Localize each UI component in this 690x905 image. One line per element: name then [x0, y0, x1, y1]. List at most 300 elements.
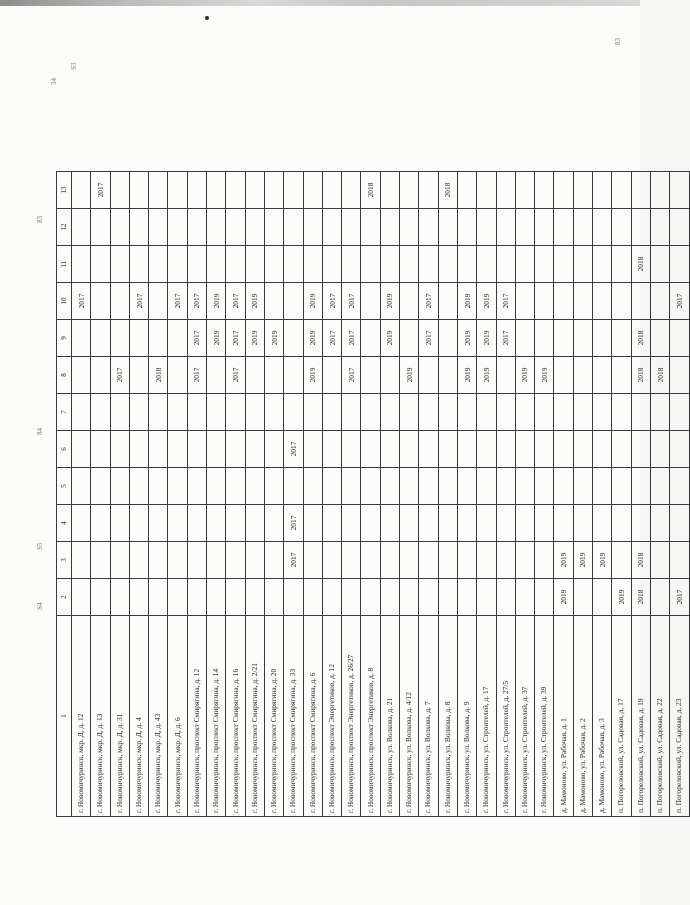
year-cell	[554, 468, 573, 505]
year-cell	[342, 468, 361, 505]
year-cell	[535, 172, 554, 209]
year-cell	[72, 172, 91, 209]
year-cell	[207, 357, 226, 394]
year-cell	[380, 579, 399, 616]
year-cell	[110, 172, 129, 209]
address-cell: п. Погореловский, ул. Садовая, д. 22	[650, 616, 669, 817]
table-row	[342, 172, 361, 817]
year-cell	[91, 394, 110, 431]
year-cell	[573, 579, 592, 616]
year-cell	[573, 209, 592, 246]
address-cell: г. Новомичуринск, проспект Энергетиков, д. 12	[322, 616, 341, 817]
year-cell	[72, 579, 91, 616]
year-cell	[149, 542, 168, 579]
year-cell: 2019	[457, 320, 476, 357]
year-cell	[264, 579, 283, 616]
year-cell	[535, 283, 554, 320]
year-cell	[284, 246, 303, 283]
year-cell	[535, 246, 554, 283]
year-cell: 2017	[226, 320, 245, 357]
year-cell	[573, 394, 592, 431]
address-cell: г. Новомичуринск, проспект Смирягина, д. 14	[207, 616, 226, 817]
year-cell	[149, 320, 168, 357]
year-cell	[670, 431, 689, 468]
year-cell: 2017	[284, 431, 303, 468]
year-cell	[612, 172, 631, 209]
year-cell	[650, 394, 669, 431]
year-cell: 2019	[207, 320, 226, 357]
year-cell	[593, 468, 612, 505]
column-header: 11	[57, 246, 72, 283]
year-cell	[457, 468, 476, 505]
year-cell	[650, 468, 669, 505]
column-header: 7	[57, 394, 72, 431]
year-cell	[303, 394, 322, 431]
year-cell	[303, 246, 322, 283]
year-cell	[342, 542, 361, 579]
year-cell	[72, 431, 91, 468]
year-cell	[573, 357, 592, 394]
year-cell	[110, 505, 129, 542]
year-cell	[380, 431, 399, 468]
year-cell	[187, 172, 206, 209]
year-cell	[72, 357, 91, 394]
year-cell	[631, 283, 650, 320]
year-cell	[149, 394, 168, 431]
year-cell	[612, 542, 631, 579]
year-cell: 2019	[303, 283, 322, 320]
year-cell	[91, 320, 110, 357]
year-cell	[554, 431, 573, 468]
year-cell	[515, 542, 534, 579]
year-cell	[245, 357, 264, 394]
year-cell: 2019	[303, 320, 322, 357]
year-cell	[264, 468, 283, 505]
table-row	[650, 172, 669, 817]
year-cell	[303, 172, 322, 209]
year-cell: 2018	[631, 320, 650, 357]
year-cell	[342, 246, 361, 283]
year-cell	[438, 246, 457, 283]
year-cell	[361, 320, 380, 357]
year-cell	[91, 505, 110, 542]
year-cell	[650, 579, 669, 616]
year-cell	[129, 172, 148, 209]
year-cell: 2018	[149, 357, 168, 394]
year-cell	[361, 505, 380, 542]
year-cell	[303, 209, 322, 246]
year-cell	[477, 431, 496, 468]
year-cell	[612, 431, 631, 468]
year-cell	[322, 579, 341, 616]
year-cell	[554, 283, 573, 320]
year-cell	[72, 394, 91, 431]
year-cell	[631, 172, 650, 209]
year-cell: 2019	[515, 357, 534, 394]
repair-schedule-table	[56, 171, 690, 817]
year-cell	[477, 468, 496, 505]
address-cell: г. Новомичуринск, ул. Строителей, д. 37	[515, 616, 534, 817]
year-cell	[419, 431, 438, 468]
year-cell	[187, 431, 206, 468]
year-cell	[110, 209, 129, 246]
year-cell	[593, 431, 612, 468]
address-cell: п. Погореловский, ул. Садовая, д. 17	[612, 616, 631, 817]
year-cell: 2019	[380, 320, 399, 357]
year-cell	[631, 468, 650, 505]
year-cell: 2018	[361, 172, 380, 209]
year-cell	[477, 246, 496, 283]
year-cell	[187, 542, 206, 579]
year-cell: 2017	[419, 283, 438, 320]
year-cell	[361, 431, 380, 468]
year-cell	[477, 505, 496, 542]
table-row	[535, 172, 554, 817]
year-cell	[380, 357, 399, 394]
year-cell	[72, 246, 91, 283]
year-cell	[91, 431, 110, 468]
address-cell: г. Новомичуринск, проспект Смирягина, д. 20	[264, 616, 283, 817]
year-cell	[477, 209, 496, 246]
year-cell	[110, 468, 129, 505]
year-cell	[438, 505, 457, 542]
address-cell: г. Новомичуринск, проспект Энергетиков, д. 8	[361, 616, 380, 817]
year-cell	[187, 505, 206, 542]
year-cell	[380, 209, 399, 246]
year-cell: 2019	[457, 357, 476, 394]
year-cell	[342, 209, 361, 246]
year-cell	[110, 431, 129, 468]
year-cell	[593, 505, 612, 542]
column-header: 8	[57, 357, 72, 394]
year-cell	[129, 505, 148, 542]
year-cell: 2019	[593, 542, 612, 579]
table-row	[72, 172, 91, 817]
year-cell	[400, 246, 419, 283]
year-cell	[515, 505, 534, 542]
year-cell	[361, 209, 380, 246]
table-row	[593, 172, 612, 817]
year-cell: 2019	[457, 283, 476, 320]
year-cell	[438, 283, 457, 320]
year-cell	[361, 246, 380, 283]
address-cell: г. Новомичуринск, проспект Смирягина, д. 16	[226, 616, 245, 817]
year-cell	[593, 172, 612, 209]
year-cell: 2019	[573, 542, 592, 579]
year-cell	[535, 394, 554, 431]
table-row	[245, 172, 264, 817]
year-cell	[91, 209, 110, 246]
address-cell: г. Новомичуринск, ул. Строителей, д. 27/5	[496, 616, 515, 817]
table-row	[515, 172, 534, 817]
year-cell	[284, 357, 303, 394]
year-cell	[149, 172, 168, 209]
year-cell	[129, 468, 148, 505]
address-cell: д. Мамоново, ул. Рабочая, д. 2	[573, 616, 592, 817]
year-cell: 2019	[535, 357, 554, 394]
year-cell	[535, 579, 554, 616]
year-cell	[380, 542, 399, 579]
year-cell	[457, 542, 476, 579]
year-cell	[110, 394, 129, 431]
year-cell: 2017	[496, 283, 515, 320]
year-cell	[149, 468, 168, 505]
year-cell	[207, 209, 226, 246]
column-header: 1	[57, 616, 72, 817]
table-row	[477, 172, 496, 817]
year-cell	[477, 172, 496, 209]
year-cell	[515, 579, 534, 616]
year-cell	[168, 209, 187, 246]
table-row	[670, 172, 689, 817]
year-cell	[284, 468, 303, 505]
year-cell: 2017	[342, 283, 361, 320]
year-cell	[515, 172, 534, 209]
margin-mark: Ѕ4	[36, 602, 44, 610]
year-cell: 2019	[400, 357, 419, 394]
table-row	[303, 172, 322, 817]
table-row	[264, 172, 283, 817]
year-cell	[457, 209, 476, 246]
year-cell	[226, 542, 245, 579]
year-cell: 2019	[380, 283, 399, 320]
address-cell: п. Погореловский, ул. Садовая, д. 19	[631, 616, 650, 817]
year-cell	[419, 209, 438, 246]
year-cell: 2017	[322, 283, 341, 320]
year-cell	[226, 209, 245, 246]
year-cell	[245, 394, 264, 431]
year-cell	[650, 209, 669, 246]
table-row	[226, 172, 245, 817]
year-cell	[322, 468, 341, 505]
address-cell: г. Новомичуринск, проспект Энергетиков, д. 26/27	[342, 616, 361, 817]
year-cell	[496, 468, 515, 505]
table-row	[149, 172, 168, 817]
column-header: 6	[57, 431, 72, 468]
year-cell	[168, 357, 187, 394]
year-cell	[168, 172, 187, 209]
year-cell	[670, 542, 689, 579]
year-cell	[245, 172, 264, 209]
margin-mark: 34	[50, 78, 58, 85]
year-cell	[264, 283, 283, 320]
year-cell	[207, 579, 226, 616]
year-cell	[322, 209, 341, 246]
year-cell	[129, 394, 148, 431]
year-cell	[593, 579, 612, 616]
year-cell	[245, 579, 264, 616]
year-cell	[573, 320, 592, 357]
year-cell	[226, 246, 245, 283]
year-cell	[515, 468, 534, 505]
year-cell	[631, 505, 650, 542]
year-cell	[322, 246, 341, 283]
year-cell	[457, 394, 476, 431]
address-cell: г. Новомичуринск, проспект Смирягина, д. 2/21	[245, 616, 264, 817]
year-cell	[535, 505, 554, 542]
address-cell: д. Мамоново, ул. Рабочая, д. 3	[593, 616, 612, 817]
year-cell	[380, 468, 399, 505]
address-cell: г. Новомичуринск, ул. Волкова, д. 7	[419, 616, 438, 817]
year-cell	[207, 542, 226, 579]
year-cell	[670, 320, 689, 357]
year-cell: 2017	[110, 357, 129, 394]
year-cell	[284, 172, 303, 209]
year-cell	[650, 283, 669, 320]
year-cell	[91, 579, 110, 616]
year-cell	[245, 468, 264, 505]
year-cell	[361, 542, 380, 579]
year-cell	[264, 394, 283, 431]
table-row	[110, 172, 129, 817]
year-cell	[515, 246, 534, 283]
year-cell	[110, 542, 129, 579]
year-cell: 2019	[477, 283, 496, 320]
year-cell	[322, 357, 341, 394]
year-cell	[650, 431, 669, 468]
year-cell: 2017	[342, 320, 361, 357]
year-cell: 2019	[612, 579, 631, 616]
year-cell	[650, 505, 669, 542]
year-cell	[342, 579, 361, 616]
table-row	[631, 172, 650, 817]
year-cell	[496, 357, 515, 394]
margin-mark: 83	[36, 216, 44, 223]
year-cell	[419, 468, 438, 505]
year-cell	[670, 209, 689, 246]
year-cell	[515, 283, 534, 320]
year-cell	[207, 246, 226, 283]
year-cell	[245, 542, 264, 579]
year-cell	[361, 468, 380, 505]
year-cell	[303, 505, 322, 542]
column-header: 5	[57, 468, 72, 505]
year-cell: 2019	[207, 283, 226, 320]
year-cell	[187, 209, 206, 246]
year-cell	[129, 431, 148, 468]
year-cell	[72, 468, 91, 505]
year-cell	[593, 283, 612, 320]
year-cell: 2017	[129, 283, 148, 320]
year-cell	[535, 320, 554, 357]
year-cell	[419, 172, 438, 209]
year-cell	[207, 431, 226, 468]
year-cell	[149, 209, 168, 246]
address-cell: д. Мамоново, ул. Рабочая, д. 1	[554, 616, 573, 817]
column-header: 9	[57, 320, 72, 357]
address-cell: г. Новомичуринск, ул. Волкова, д. 9	[457, 616, 476, 817]
year-cell	[226, 505, 245, 542]
year-cell	[264, 505, 283, 542]
year-cell	[573, 468, 592, 505]
table-row	[612, 172, 631, 817]
year-cell	[496, 172, 515, 209]
year-cell	[593, 209, 612, 246]
year-cell	[573, 283, 592, 320]
year-cell	[168, 579, 187, 616]
year-cell	[361, 394, 380, 431]
year-cell	[129, 357, 148, 394]
year-cell	[187, 579, 206, 616]
year-cell	[554, 246, 573, 283]
year-cell	[284, 283, 303, 320]
year-cell: 2019	[477, 320, 496, 357]
year-cell	[322, 431, 341, 468]
year-cell	[187, 246, 206, 283]
year-cell	[361, 357, 380, 394]
table-row	[284, 172, 303, 817]
margin-mark: Ѕ5	[36, 542, 44, 550]
year-cell	[535, 209, 554, 246]
year-cell: 2017	[187, 320, 206, 357]
year-cell	[380, 505, 399, 542]
year-cell	[438, 542, 457, 579]
year-cell: 2017	[496, 320, 515, 357]
margin-mark: 83	[614, 38, 622, 45]
year-cell: 2018	[631, 579, 650, 616]
year-cell	[631, 209, 650, 246]
address-cell: г. Новомичуринск, мкр. Д, д. 4	[129, 616, 148, 817]
year-cell: 2017	[670, 579, 689, 616]
year-cell	[496, 246, 515, 283]
year-cell	[284, 579, 303, 616]
year-cell	[303, 431, 322, 468]
year-cell	[670, 394, 689, 431]
year-cell	[207, 505, 226, 542]
year-cell	[535, 468, 554, 505]
year-cell	[245, 209, 264, 246]
column-header: 12	[57, 209, 72, 246]
year-cell	[91, 542, 110, 579]
year-cell: 2019	[264, 320, 283, 357]
year-cell	[72, 505, 91, 542]
year-cell	[264, 542, 283, 579]
year-cell	[573, 505, 592, 542]
year-cell	[457, 579, 476, 616]
year-cell	[226, 431, 245, 468]
year-cell	[168, 542, 187, 579]
year-cell	[650, 320, 669, 357]
year-cell	[400, 283, 419, 320]
year-cell	[670, 172, 689, 209]
year-cell	[419, 357, 438, 394]
year-cell	[284, 394, 303, 431]
table-row	[380, 172, 399, 817]
year-cell	[129, 246, 148, 283]
year-cell	[554, 505, 573, 542]
table-row	[361, 172, 380, 817]
year-cell	[477, 542, 496, 579]
year-cell	[438, 431, 457, 468]
table-row	[573, 172, 592, 817]
year-cell	[284, 209, 303, 246]
year-cell	[400, 542, 419, 579]
year-cell	[496, 394, 515, 431]
year-cell	[72, 320, 91, 357]
year-cell	[612, 283, 631, 320]
year-cell	[72, 209, 91, 246]
year-cell: 2019	[554, 579, 573, 616]
year-cell	[650, 172, 669, 209]
year-cell	[612, 320, 631, 357]
year-cell: 2018	[650, 357, 669, 394]
year-cell	[380, 394, 399, 431]
year-cell: 2018	[631, 357, 650, 394]
year-cell	[129, 209, 148, 246]
year-cell: 2018	[631, 542, 650, 579]
year-cell	[496, 579, 515, 616]
year-cell	[400, 209, 419, 246]
